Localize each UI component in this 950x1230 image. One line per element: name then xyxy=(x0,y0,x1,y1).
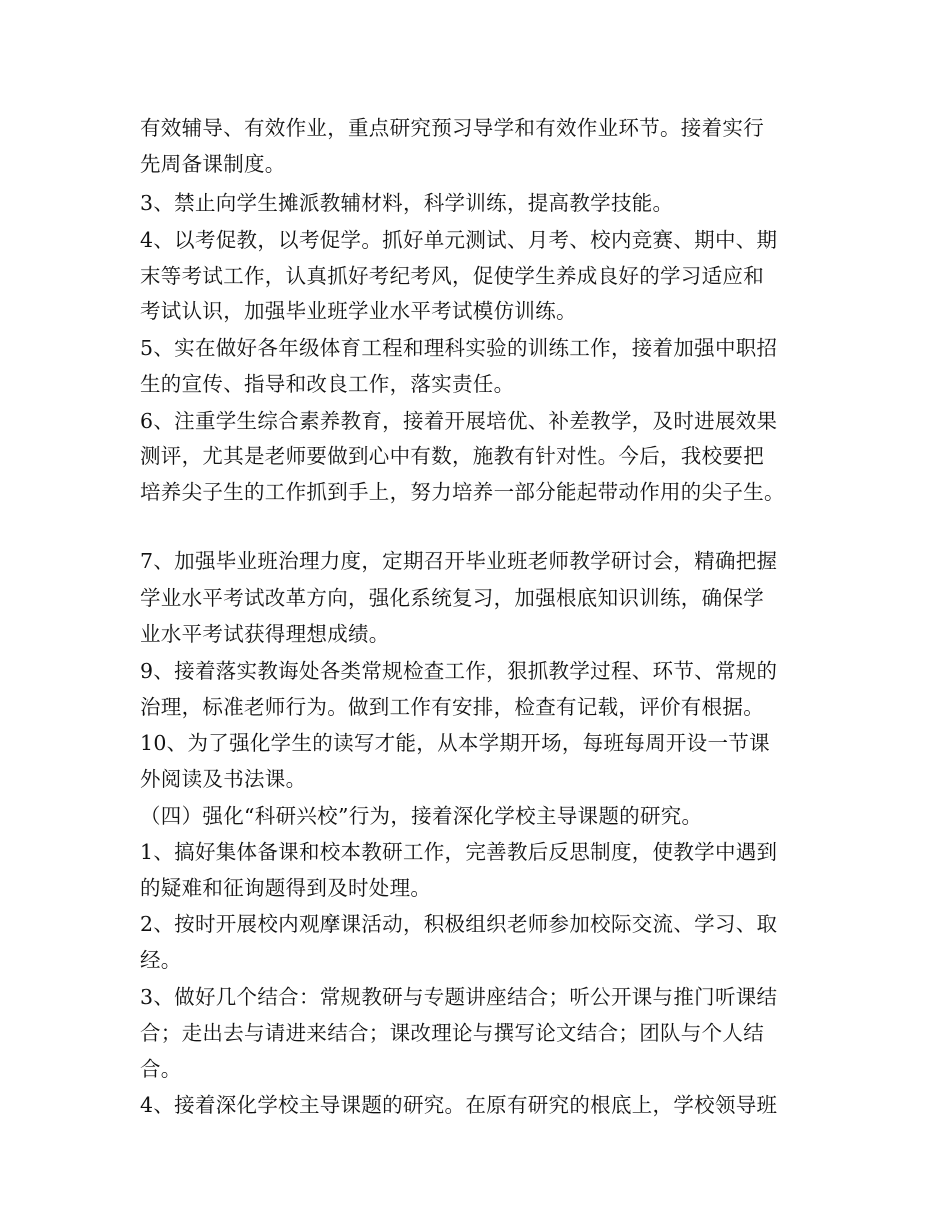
text-line: 治理，标准老师行为。做到工作有安排，检查有记载，评价有根据。 xyxy=(140,695,764,719)
text-line: 的疑难和征询题得到及时处理。 xyxy=(140,876,432,900)
text-line: 先周备课制度。 xyxy=(140,152,286,176)
text-line: 3、禁止向学生摊派教辅材料，科学训练，提高教学技能。 xyxy=(140,191,674,215)
text-line: 测评，尤其是老师要做到心中有数，施教有针对性。今后，我校要把 xyxy=(140,444,764,468)
text-line: 考试认识，加强毕业班学业水平考试模仿训练。 xyxy=(140,299,577,323)
text-line: 5、实在做好各年级体育工程和理科实验的训练工作，接着加强中职招 xyxy=(140,336,778,360)
text-line: 培养尖子生的工作抓到手上，努力培养一部分能起带动作用的尖子生。 xyxy=(140,480,785,504)
text-line: 7、加强毕业班治理力度，定期召开毕业班老师教学研讨会，精确把握 xyxy=(140,549,778,573)
text-line: 6、注重学生综合素养教育，接着开展培优、补差教学，及时进展效果 xyxy=(140,409,778,433)
text-line: 经。 xyxy=(140,948,182,972)
text-line: 3、做好几个结合：常规教研与专题讲座结合；听公开课与推门听课结 xyxy=(140,985,778,1009)
text-line: 9、接着落实教诲处各类常规检查工作，狠抓教学过程、环节、常规的 xyxy=(140,659,778,683)
text-line: 业水平考试获得理想成绩。 xyxy=(140,622,390,646)
text-line: 学业水平考试改革方向，强化系统复习，加强根底知识训练，确保学 xyxy=(140,586,764,610)
text-line: 10、为了强化学生的读写才能，从本学期开场，每班每周开设一节课 xyxy=(140,731,770,755)
text-line: 2、按时开展校内观摩课活动，积极组织老师参加校际交流、学习、取 xyxy=(140,912,778,936)
text-line: 外阅读及书法课。 xyxy=(140,767,307,791)
text-line: 4、接着深化学校主导课题的研究。在原有研究的根底上，学校领导班 xyxy=(140,1093,778,1117)
text-line: 有效辅导、有效作业，重点研究预习导学和有效作业环节。接着实行 xyxy=(140,116,764,140)
text-line: （四）强化“科研兴校”行为，接着深化学校主导课题的研究。 xyxy=(140,804,703,828)
text-line: 合。 xyxy=(140,1057,182,1081)
text-line: 1、搞好集体备课和校本教研工作，完善教后反思制度，使教学中遇到 xyxy=(140,840,778,864)
text-line: 生的宣传、指导和改良工作，落实责任。 xyxy=(140,372,515,396)
text-line: 合；走出去与请进来结合；课改理论与撰写论文结合；团队与个人结 xyxy=(140,1021,764,1045)
text-line: 末等考试工作，认真抓好考纪考风，促使学生养成良好的学习适应和 xyxy=(140,264,764,288)
text-line: 4、以考促教，以考促学。抓好单元测试、月考、校内竞赛、期中、期 xyxy=(140,228,778,252)
